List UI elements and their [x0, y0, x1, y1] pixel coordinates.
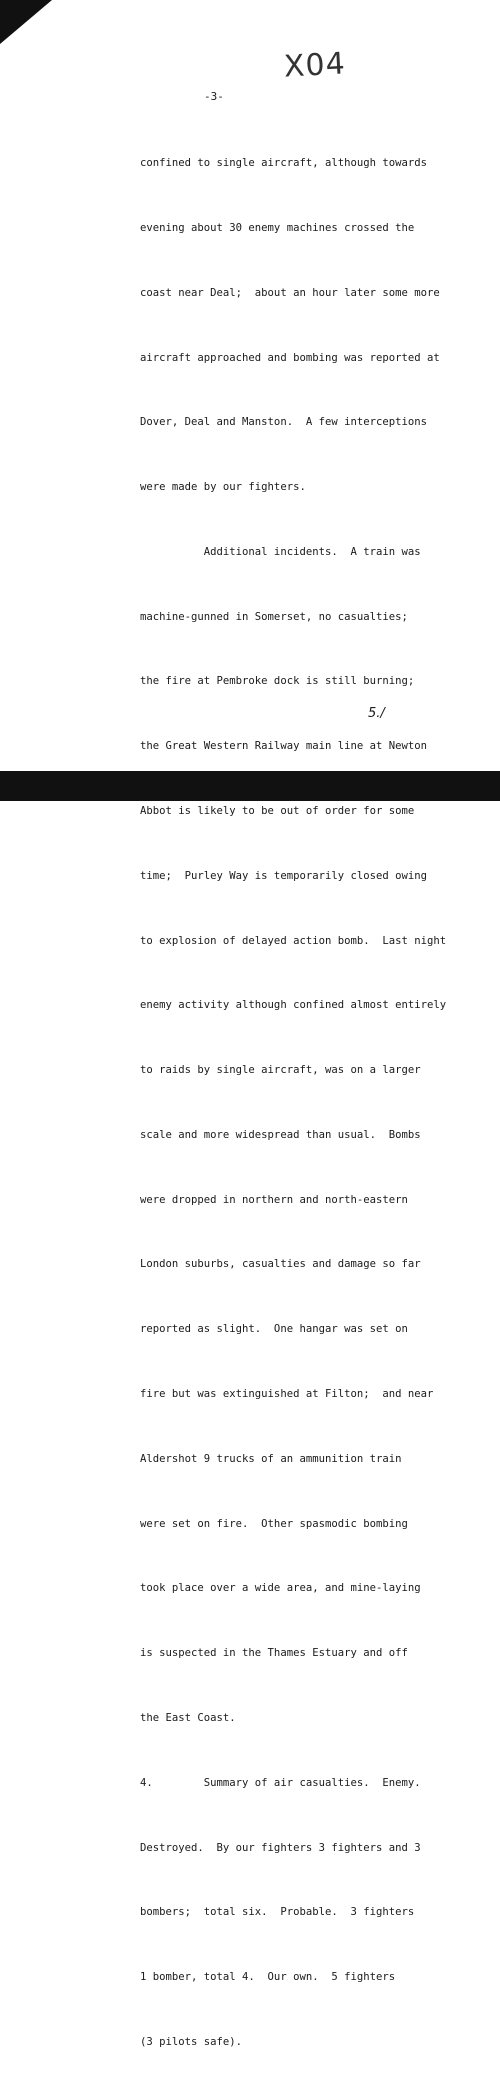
text-line: were dropped in northern and north-eastern — [140, 1193, 408, 1206]
continuation-marker: 5./ — [368, 706, 385, 721]
text-line: Dover, Deal and Manston. A few interceptions — [140, 416, 428, 429]
text-line: the fire at Pembroke dock is still burning; — [140, 675, 415, 688]
text-line: (3 pilots safe). — [140, 2035, 243, 2048]
text-line: bombers; total six. Probable. 3 fighters — [140, 1906, 415, 1919]
text-line: enemy activity although confined almost entirely — [140, 999, 447, 1012]
text-line: took place over a wide area, and mine-laying — [140, 1582, 421, 1595]
page-number: -3- — [204, 90, 224, 103]
text-line: to raids by single aircraft, was on a larger — [140, 1064, 421, 1077]
corner-scan-mark — [0, 0, 52, 44]
text-line: machine-gunned in Somerset, no casualties; — [140, 610, 408, 623]
text-line: time; Purley Way is temporarily closed owing — [140, 869, 428, 882]
text-line: Destroyed. By our fighters 3 fighters and 3 — [140, 1841, 421, 1854]
text-line: were made by our fighters. — [140, 481, 306, 494]
text-line: Aldershot 9 trucks of an ammunition train — [140, 1452, 402, 1465]
text-line: evening about 30 enemy machines crossed the — [140, 221, 415, 234]
text-line: confined to single aircraft, although towards — [140, 157, 428, 170]
text-line: were set on fire. Other spasmodic bombing — [140, 1517, 408, 1530]
text-line: aircraft approached and bombing was reported at — [140, 351, 440, 364]
text-line: reported as slight. One hangar was set on — [140, 1323, 408, 1336]
text-line: fire but was extinguished at Filton; and near — [140, 1388, 434, 1401]
text-line: to explosion of delayed action bomb. Last night — [140, 934, 447, 947]
document-body — [140, 110, 460, 2075]
text-line: the East Coast. — [140, 1711, 236, 1724]
text-line: 4. Summary of air casualties. Enemy. — [140, 1776, 421, 1789]
text-line: scale and more widespread than usual. Bombs — [140, 1128, 421, 1141]
text-line: Abbot is likely to be out of order for some — [140, 805, 415, 817]
text-line: London suburbs, casualties and damage so far — [140, 1258, 421, 1271]
text-line: the Great Western Railway main line at Newton — [140, 740, 428, 753]
text-line: is suspected in the Thames Estuary and off — [140, 1647, 408, 1660]
scan-bottom-edge — [0, 771, 500, 801]
text-line: coast near Deal; about an hour later some more — [140, 286, 440, 299]
handwritten-reference: X04 — [283, 46, 347, 85]
text-line: Additional incidents. A train was — [140, 545, 421, 558]
text-line: 1 bomber, total 4. Our own. 5 fighters — [140, 1971, 396, 1984]
